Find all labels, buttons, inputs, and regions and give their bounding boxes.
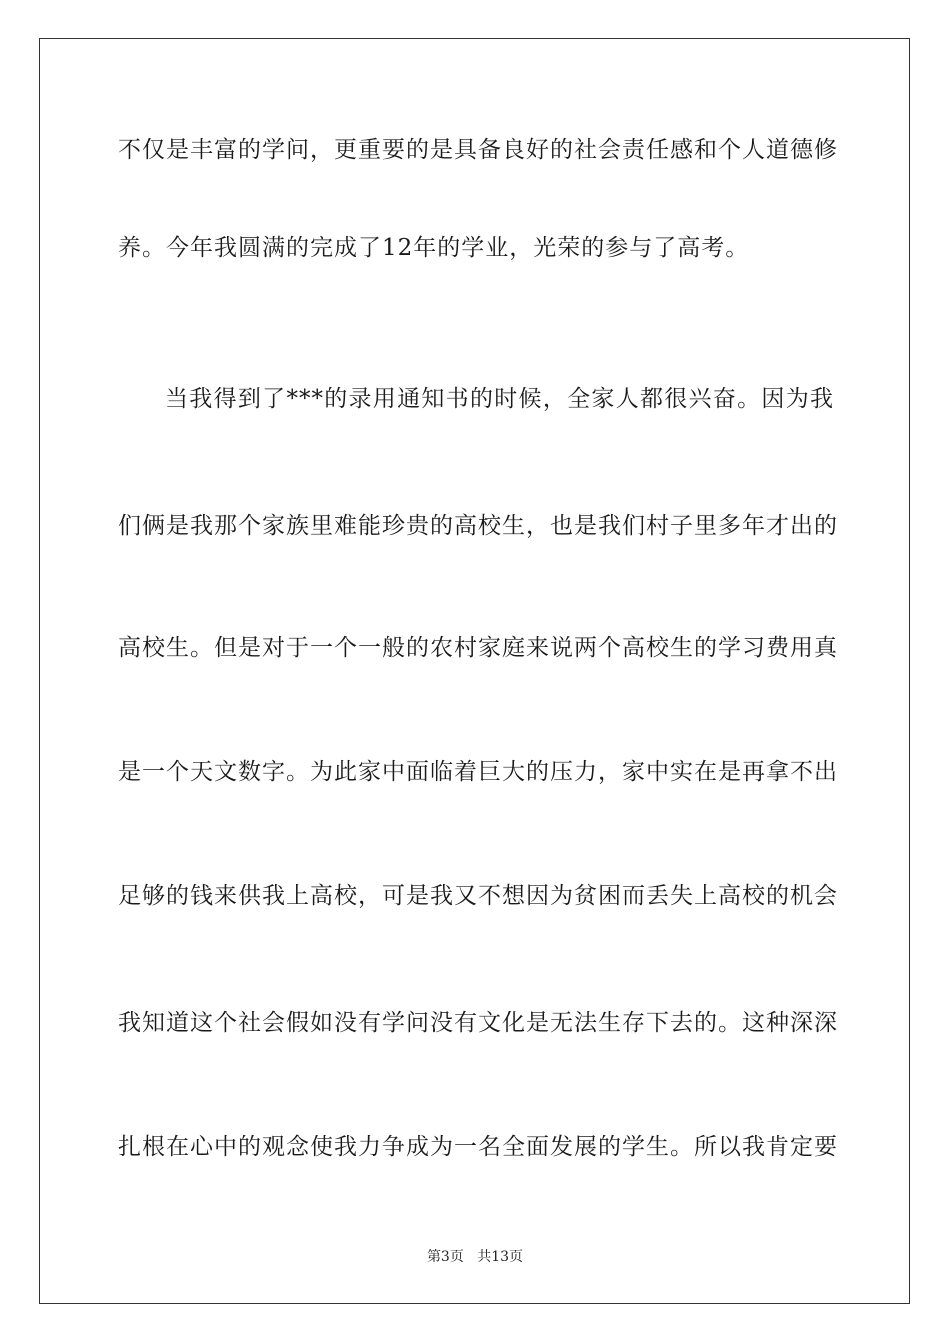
text-line-1: 不仅是丰富的学问，更重要的是具备良好的社会责任感和个人道德修 xyxy=(118,137,838,163)
page-border xyxy=(39,38,910,1304)
text-line-7: 足够的钱来供我上高校，可是我又不想因为贫困而丢失上高校的机会 xyxy=(118,883,838,909)
text-line-3: 当我得到了***的录用通知书的时候，全家人都很兴奋。因为我 xyxy=(165,386,834,412)
text-line-2: 养。今年我圆满的完成了12年的学业，光荣的参与了高考。 xyxy=(118,235,750,261)
text-line-4: 们俩是我那个家族里难能珍贵的高校生，也是我们村子里多年才出的 xyxy=(118,513,838,539)
page-number: 第3页 xyxy=(426,1249,464,1265)
text-line-6: 是一个天文数字。为此家中面临着巨大的压力，家中实在是再拿不出 xyxy=(118,759,838,785)
text-line-5: 高校生。但是对于一个一般的农村家庭来说两个高校生的学习费用真 xyxy=(118,635,838,661)
page-total: 共13页 xyxy=(477,1249,524,1265)
text-line-9: 扎根在心中的观念使我力争成为一名全面发展的学生。所以我肯定要 xyxy=(118,1134,838,1160)
page-footer xyxy=(0,1248,950,1266)
text-line-8: 我知道这个社会假如没有学问没有文化是无法生存下去的。这种深深 xyxy=(118,1010,838,1036)
